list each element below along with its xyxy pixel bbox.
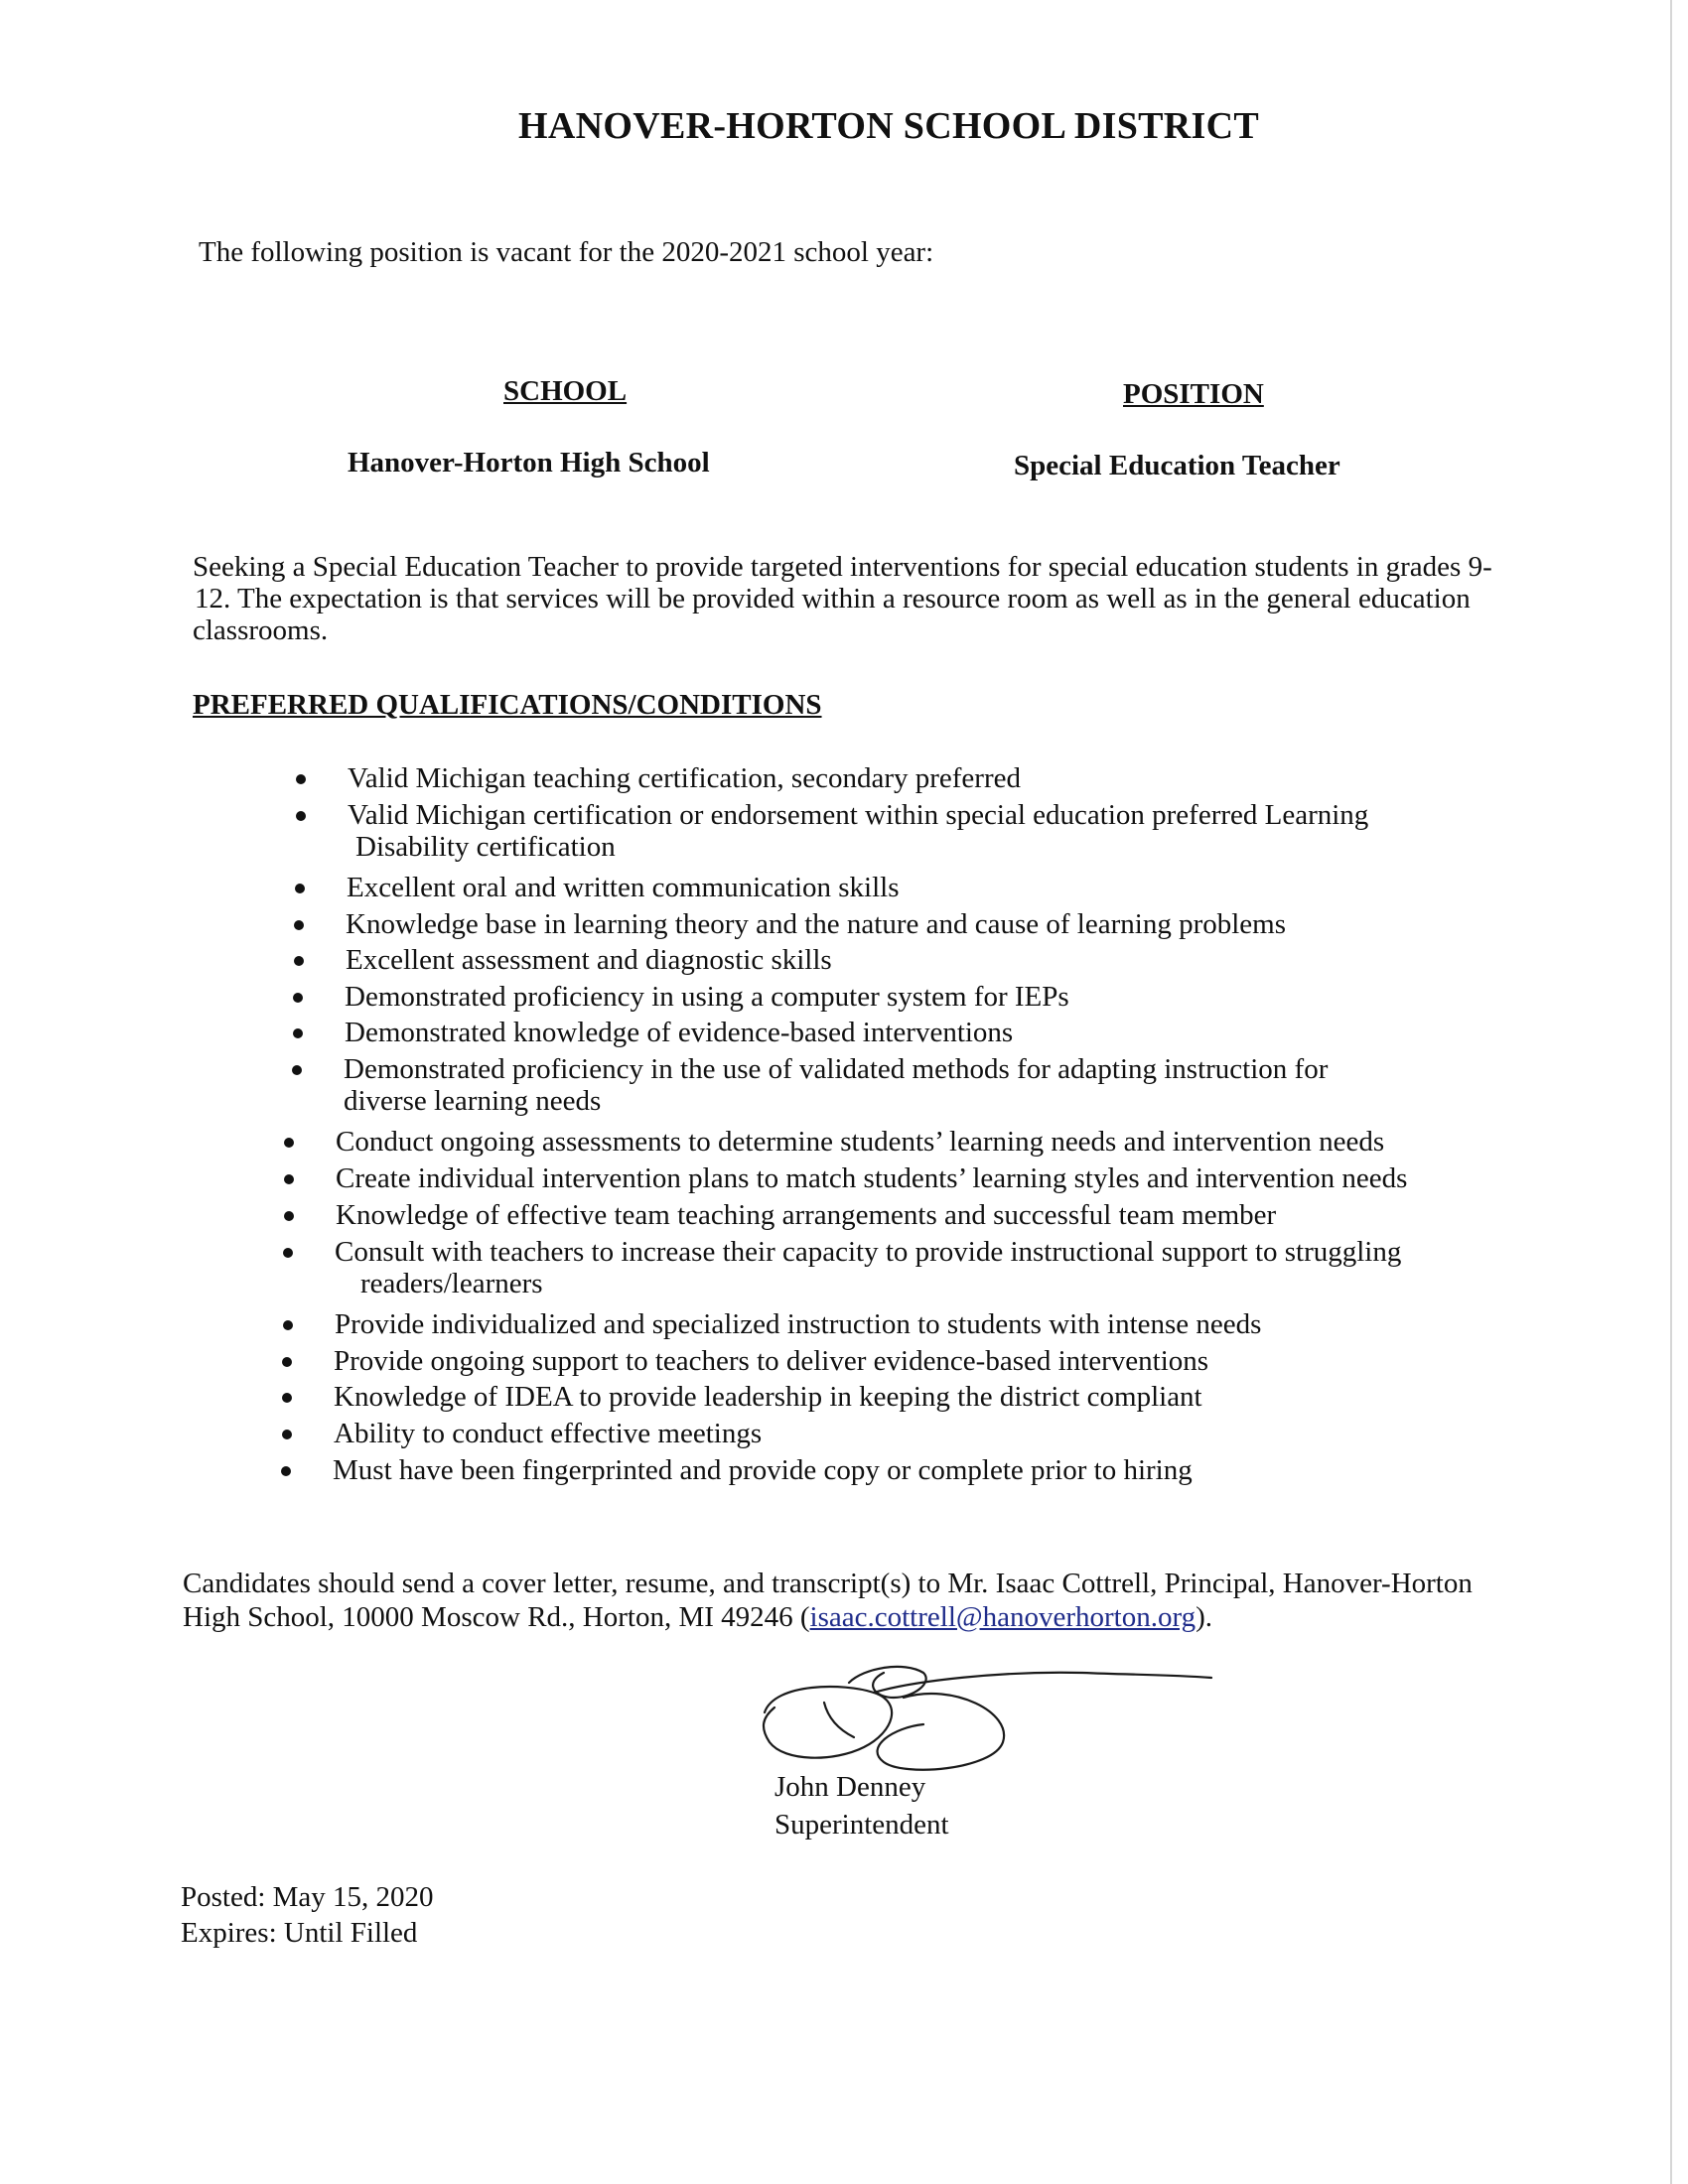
list-item-text: Demonstrated proficiency in the use of validated methods for adapting instruction for [344,1053,1329,1085]
bullet-icon [284,1211,294,1221]
list-item-text: Knowledge of IDEA to provide leadership in keeping the district compliant [334,1381,1202,1413]
list-item-text: Valid Michigan certification or endorsement within special education preferred Learning [348,799,1369,831]
list-item [347,872,900,903]
bullet-icon [284,1138,294,1148]
contact-line [183,1600,1573,1634]
bullet-icon [296,774,306,784]
list-item [335,1236,1401,1299]
list-item-text: Knowledge base in learning theory and the nature and cause of learning problems [346,908,1287,940]
list-item-text: diverse learning needs [344,1085,602,1117]
bullet-icon [283,1320,293,1330]
position-description [193,551,1563,646]
list-item [334,1418,762,1449]
bullet-icon [282,1357,292,1367]
list-item-text: Excellent assessment and diagnostic skills [346,944,832,976]
district-title: HANOVER-HORTON SCHOOL DISTRICT [518,105,1259,147]
list-item-text: Must have been fingerprinted and provide copy or complete prior to hiring [333,1454,1193,1486]
posted-date: Posted: May 15, 2020 [181,1881,434,1913]
list-item [345,1017,1013,1048]
list-item [334,1345,1208,1377]
list-item [348,762,1021,794]
list-item-text: Ability to conduct effective meetings [334,1418,763,1449]
expiry-date: Expires: Until Filled [181,1917,418,1949]
list-item-text: Valid Michigan teaching certification, secondary preferred [348,762,1021,794]
list-item-text: Provide ongoing support to teachers to deliver evidence-based interventions [334,1345,1209,1377]
list-item [346,944,832,976]
description-line: Seeking a Special Education Teacher to provide targeted interventions for special education students in grades 9- [193,551,1492,583]
bullet-icon [293,1028,303,1038]
contact-line: Candidates should send a cover letter, resume, and transcript(s) to Mr. Isaac Cottrell, Principal, Hanover-Horton [183,1568,1473,1599]
list-item [334,1381,1202,1413]
list-item-text: Conduct ongoing assessments to determine students’ learning needs and intervention needs [336,1126,1385,1158]
qualifications-heading: PREFERRED QUALIFICATIONS/CONDITIONS [193,689,822,721]
bullet-icon [282,1393,292,1403]
page-edge [1670,0,1672,2184]
bullet-icon [296,811,306,821]
list-item [348,799,1368,863]
list-item-text: Demonstrated proficiency in using a computer system for IEPs [345,981,1069,1013]
position-name: Special Education Teacher [1014,450,1340,481]
bullet-icon [295,884,305,893]
signatory-name: John Denney [774,1771,926,1803]
bullet-icon [282,1430,292,1439]
bullet-icon [284,1174,294,1184]
list-item [336,1162,1407,1194]
signatory-title: Superintendent [774,1809,949,1841]
description-line: 12. The expectation is that services will be provided within a resource room as well as in the general education [195,583,1471,614]
list-item [345,981,1069,1013]
list-item-text: Consult with teachers to increase their capacity to provide instructional support to struggling [335,1236,1402,1268]
contact-text: ). [1196,1601,1213,1633]
list-item-text: readers/learners [360,1268,543,1299]
list-item [336,1199,1276,1231]
position-heading: POSITION [1123,378,1264,410]
list-item-text: Knowledge of effective team teaching arrangements and successful team member [336,1199,1277,1231]
vacancy-intro: The following position is vacant for the 2020-2021 school year: [199,236,934,268]
application-instructions [183,1567,1573,1634]
school-name: Hanover-Horton High School [348,447,710,478]
posting-dates [181,1879,434,1951]
bullet-icon [294,956,304,966]
email-link[interactable]: isaac.cottrell@hanoverhorton.org [809,1601,1196,1633]
list-item [336,1126,1384,1158]
list-item [335,1308,1261,1340]
list-item [333,1454,1193,1486]
bullet-icon [283,1248,293,1258]
bullet-icon [293,993,303,1003]
bullet-icon [292,1065,302,1075]
list-item-text: Provide individualized and specialized instruction to students with intense needs [335,1308,1262,1340]
list-item-text: Excellent oral and written communication skills [347,872,900,903]
list-item-text: Demonstrated knowledge of evidence-based interventions [345,1017,1014,1048]
description-line: classrooms. [193,614,329,646]
list-item [346,908,1286,940]
list-item [344,1053,1328,1117]
bullet-icon [294,920,304,930]
school-heading: SCHOOL [503,375,628,407]
list-item-text: Disability certification [355,831,616,863]
bullet-icon [281,1466,291,1476]
list-item-text: Create individual intervention plans to match students’ learning styles and intervention needs [336,1162,1408,1194]
contact-text: High School, 10000 Moscow Rd., Horton, MI 49246 ( [183,1601,810,1633]
